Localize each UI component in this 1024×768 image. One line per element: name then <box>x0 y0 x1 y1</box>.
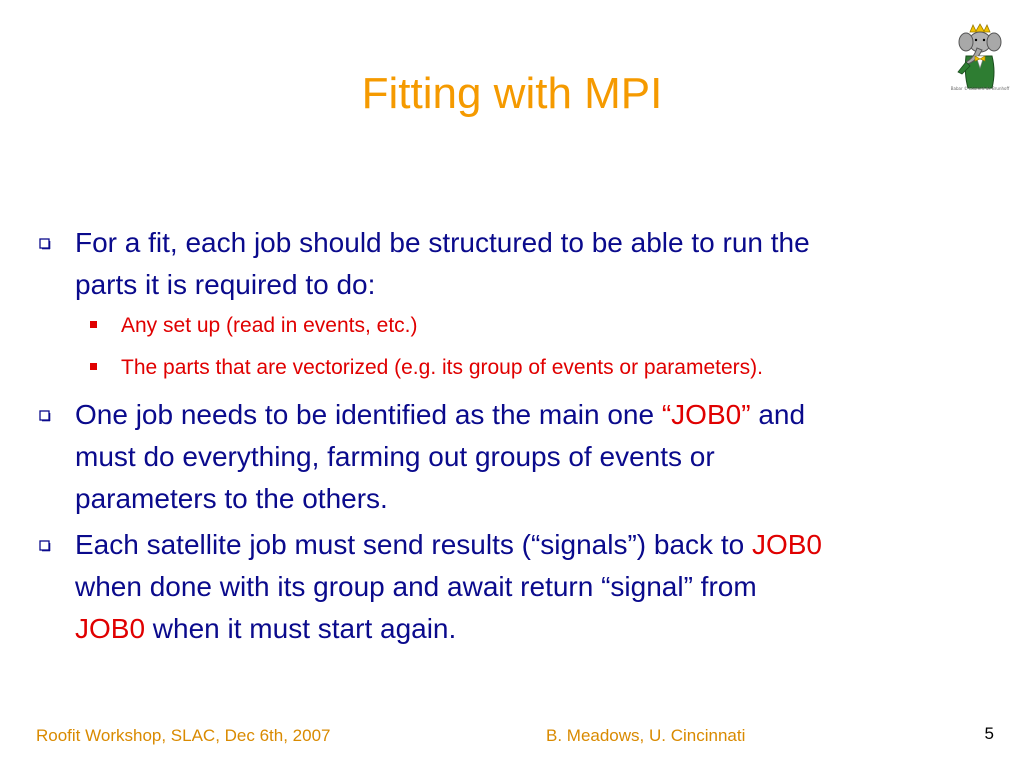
job0-highlight: JOB0 <box>751 529 822 560</box>
bullet-3 <box>75 524 985 650</box>
job0-highlight: “JOB0” <box>661 399 751 430</box>
bullet-3-text-b: when it must start again. <box>145 613 457 644</box>
logo-caption: Babar © Laurent de Brunhoff <box>950 86 1010 91</box>
bullet-3-line-1 <box>75 524 985 566</box>
bullet-3-line-2: when done with its group and await return “signal” from <box>75 571 757 602</box>
filled-square-bullet-icon <box>90 363 97 370</box>
sub-bullet-1: Any set up (read in events, etc.) <box>121 314 418 337</box>
bullet-2-text-a: One job needs to be identified as the main one <box>75 399 662 430</box>
bullet-2-line-2: must do everything, farming out groups of events or <box>75 441 715 472</box>
filled-square-bullet-icon <box>90 321 97 328</box>
footer-center: B. Meadows, U. Cincinnati <box>546 726 746 745</box>
job0-highlight: JOB0 <box>75 613 146 644</box>
page-number: 5 <box>984 724 994 743</box>
slide-title: Fitting with MPI <box>361 69 663 118</box>
hollow-square-bullet-icon <box>39 238 51 250</box>
bullet-2-line-1 <box>75 394 985 436</box>
bullet-1 <box>75 222 985 306</box>
sub-bullet-2: The parts that are vectorized (e.g. its group of events or parameters). <box>121 356 763 379</box>
bullet-2-line-3: parameters to the others. <box>75 483 388 514</box>
bullet-2-text-b: and <box>750 399 806 430</box>
bullet-1-line-1: For a fit, each job should be structured to be able to run the <box>75 227 810 258</box>
footer-left: Roofit Workshop, SLAC, Dec 6th, 2007 <box>36 726 331 745</box>
bullet-2 <box>75 394 985 520</box>
bullet-3-text-a: Each satellite job must send results (“signals”) back to <box>75 529 752 560</box>
bullet-1-line-2: parts it is required to do: <box>75 269 376 300</box>
hollow-square-bullet-icon <box>39 410 51 422</box>
elephant-mascot-icon <box>944 22 1016 108</box>
hollow-square-bullet-icon <box>39 540 51 552</box>
bullet-3-line-3 <box>75 608 985 650</box>
